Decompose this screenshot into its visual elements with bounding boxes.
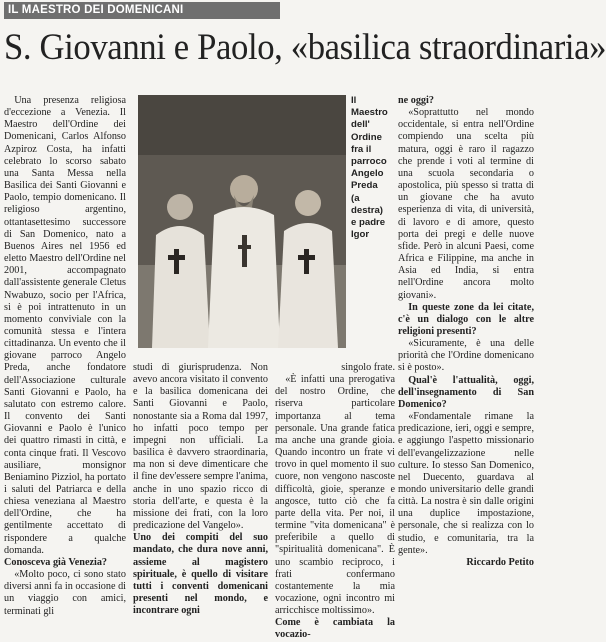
caption-line: e padre [351,217,386,229]
answer-2: «È infatti una prerogativa del nostro Ordine, che riserva particolare importanza al tema personale. Una grande fatica ma anche una grande gioia. Quando incontro un frate vi trovo in quel momento il suo cuore, non vengono nascoste difficoltà, gioie, speranze e angosce, tutto ciò che fa parte della vita. Per noi, il termine "vita domenicana" è preferibile a quello di "spiritualità domenicana". È uno scambio reciproco, i frati confermano costantemente la mia vocazione, ogni incontro mi arricchisce moltissimo». [275,374,395,617]
caption-line: destra) [351,204,383,216]
caption-line: Angelo [351,168,384,180]
headline: S. Giovanni e Paolo, «basilica straordinaria» [4,26,606,67]
question-1: Conosceva già Venezia? [4,556,108,568]
caption-line: (a [351,192,360,204]
question-5: Qual'è l'attualità, oggi, dell'insegnamento di San Domenico? [398,374,534,410]
answer-1-end: studi di giurisprudenza. Non avevo ancora visitato il convento e la basilica domenicana dei Santi Giovanni e Paolo, nonostante sia a Roma dal 1997, ho infatti poco tempo per impegni non ufficiali. La basilica è davvero straordinaria, ma non si deve dimenticare che il fine dev'essere sempre l'anima, anche in uno spazio ricco di storia dell'arte, e questa è la missione dei frati, con la loro predicazione del Vangelo». [133,362,268,532]
section-kicker: IL MAESTRO DEI DOMENICANI [4,2,280,19]
column-4 [398,95,534,569]
question-4: In queste zone da lei citate, c'è un dialogo con le altre religioni presenti? [398,301,534,337]
caption-line: Maestro [351,107,388,119]
caption-line: Preda [351,180,378,192]
author-signature: Riccardo Petito [466,556,534,568]
photo-scene [138,95,346,348]
answer-1-start: «Molto poco, ci sono stato diversi anni fa in occasione di un viaggio con amici, terminati gli [4,569,126,617]
caption-line: dell' [351,119,370,131]
intro-paragraph: Una presenza religiosa d'eccezione a Venezia. Il Maestro dell'Ordine dei Domenicani, Carlos Alfonso Azpiroz Costa, ha infatti celebrato lo scorso sabato una Santa Messa nella Basilica dei Santi Giovanni e Paolo, tempio domenicano. Il religioso argentino, ottantasettesimo successore di San Domenico, nato a Buenos Aires nel 1956 ed eletto Maestro dell'Ordine nel 2001, accompagnato dall'assistente generale Cletus Nwabuzo, socio per l'Africa, si è poi intrattenuto in un momento conviviale con la comunità stessa e l'intera cittadinanza. Un evento che il giovane parroco Angelo Preda, anche fondatore dell'Associazione culturale Santi Giovanni e Paolo, ha salutato con estremo calore. Il convento dei Santi Giovanni e Paolo è l'unico dei quattro rimasti in città, e conta cinque frati. Il Vescovo ausiliare, monsignor Beniamino Pizziol, ha portato i saluti del Patriarca e della chiesa veneziana al Maestro dell'Ordine, che ha gentilmente accettato di rispondere a qualche domanda. [4,95,126,556]
column-1 [4,95,126,618]
column-2 [133,362,268,617]
answer-4: «Sicuramente, è una delle priorità che l'Ordine domenicano si è posto». [398,338,534,374]
caption-line: Il [351,95,357,106]
caption-line: parroco [351,156,387,168]
article-photo [138,95,346,348]
photo-caption [351,95,395,241]
question-2: Uno dei compiti del suo mandato, che dura nove anni, assieme al magistero spirituale, è quello di visitare tutti i conventi domenicani presenti nel mondo, e incontrare ogni [133,532,268,617]
caption-line: Ordine [351,131,382,143]
question-3-end: ne oggi? [398,95,434,106]
answer-3: «Soprattutto nel mondo occidentale, si entra nell'Ordine compiendo una scelta più matura, oggi è raro il ragazzo che prende i voti al termine di una scuola secondaria o apostolica, più spesso si tratta di un giovane che ha avuto esperienza di vita, di università, di lavoro e di amore, questo porta dei pregi e delle nuove sfide. Però in alcuni Paesi, come Africa e Filippine, ma anche in Asia ed India, si entra nell'Ordine ancora molto giovani». [398,107,534,301]
question-3-start: Come è cambiata la vocazio- [275,617,395,641]
caption-line: fra il [351,143,372,155]
column-3 [275,362,395,642]
caption-line: Igor [351,229,370,241]
answer-5: «Fondamentale rimane la predicazione, ieri, oggi e sempre, e aggiungo l'aspetto missionario dell'evangelizzazione nelle culture. Io stesso San Domenico, nel Duecento, guardava al mondo universitario delle grandi città. La nostra è sin dalle origini una duplice impostazione, personale, che si realizza con lo studio, e comunitaria, tra la gente». [398,411,534,556]
question-2-end: singolo frate. [341,362,395,373]
